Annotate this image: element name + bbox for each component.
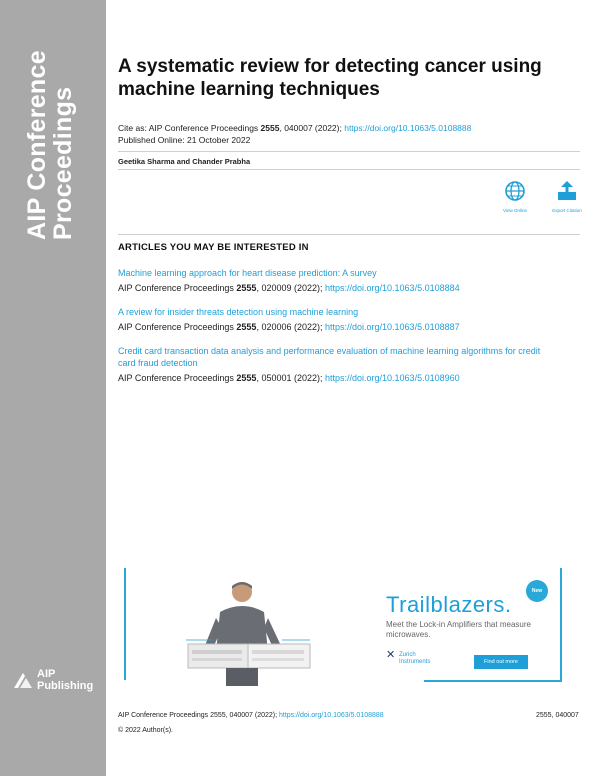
related-cite-volume: 2555 — [236, 322, 257, 332]
related-cite-volume: 2555 — [236, 283, 257, 293]
ad-person-with-instruments-image — [186, 578, 316, 688]
divider — [118, 151, 580, 152]
citation-block — [118, 122, 578, 146]
logo-line2: Publishing — [37, 680, 94, 692]
copyright: © 2022 Author(s). — [118, 727, 173, 734]
related-cite-prefix: AIP Conference Proceedings — [118, 322, 237, 332]
footer-page-ref: 2555, 040007 — [536, 712, 579, 719]
footer-cite-rest: 2555, 040007 (2022); — [210, 712, 279, 719]
cite-rest: , 040007 (2022); — [279, 123, 345, 133]
related-doi-link[interactable]: https://doi.org/10.1063/5.0108884 — [325, 283, 460, 293]
divider — [118, 169, 580, 170]
journal-name — [0, 0, 106, 300]
advertisement-banner[interactable] — [124, 568, 580, 690]
paper-title: A systematic review for detecting cancer using machine learning techniques — [118, 56, 542, 100]
published-date: Published Online: 21 October 2022 — [118, 135, 251, 145]
related-cite-rest: , 020009 (2022); — [256, 283, 325, 293]
ad-border — [124, 568, 126, 680]
related-cite-prefix: AIP Conference Proceedings — [118, 373, 237, 383]
ad-border — [424, 680, 562, 682]
ad-subline: Meet the Lock-in Amplifiers that measure microwaves. — [386, 620, 531, 639]
related-article — [118, 306, 558, 333]
new-badge: New — [526, 580, 548, 602]
footer-cite-prefix: AIP Conference Proceedings — [118, 712, 211, 719]
related-cite-prefix: AIP Conference Proceedings — [118, 283, 237, 293]
find-out-more-button[interactable]: Find out more — [474, 655, 528, 669]
ad-border — [560, 568, 562, 682]
related-article-title-link[interactable]: A review for insider threats detection using machine learning — [118, 307, 359, 317]
aip-logo-icon — [12, 670, 34, 690]
related-cite-rest: , 020006 (2022); — [256, 322, 325, 332]
related-doi-link[interactable]: https://doi.org/10.1063/5.0108960 — [325, 373, 460, 383]
zurich-x-icon: ✕ — [386, 649, 396, 661]
brand-line2: Instruments — [399, 659, 431, 665]
paper-doi-link[interactable]: https://doi.org/10.1063/5.0108888 — [344, 123, 472, 133]
related-doi-link[interactable]: https://doi.org/10.1063/5.0108887 — [325, 322, 460, 332]
footer-doi-link[interactable]: https://doi.org/10.1063/5.0108888 — [278, 712, 384, 719]
brand-line1: Zurich — [399, 652, 416, 658]
related-article — [118, 345, 558, 384]
journal-name-line2: Proceedings — [49, 86, 77, 240]
logo-line1: AIP — [37, 668, 56, 680]
journal-sidebar — [0, 0, 106, 776]
related-articles-heading: ARTICLES YOU MAY BE INTERESTED IN — [118, 242, 309, 253]
ad-headline: Trailblazers. — [386, 592, 512, 617]
related-article-title-link[interactable]: Credit card transaction data analysis and performance evaluation of machine learning algorithms for credit card fraud detection — [118, 346, 541, 368]
related-cite-volume: 2555 — [236, 373, 257, 383]
export-icon — [556, 180, 578, 202]
view-online-label: View Online — [503, 208, 527, 213]
journal-name-line1: AIP Conference — [23, 50, 51, 240]
related-cite-rest: , 050001 (2022); — [256, 373, 325, 383]
footer-citation — [118, 712, 384, 719]
export-citation-button[interactable] — [547, 180, 587, 213]
aip-publishing-logo[interactable] — [12, 668, 102, 698]
view-online-button[interactable] — [495, 180, 535, 213]
cite-prefix: Cite as: AIP Conference Proceedings — [118, 123, 261, 133]
export-citation-label: Export Citation — [552, 208, 582, 213]
related-article — [118, 267, 558, 294]
related-article-title-link[interactable]: Machine learning approach for heart disease prediction: A survey — [118, 268, 377, 278]
authors: Geetika Sharma and Chander Prabha — [118, 157, 251, 166]
cite-volume: 2555 — [260, 123, 280, 133]
globe-icon — [504, 180, 526, 202]
divider — [118, 234, 580, 235]
